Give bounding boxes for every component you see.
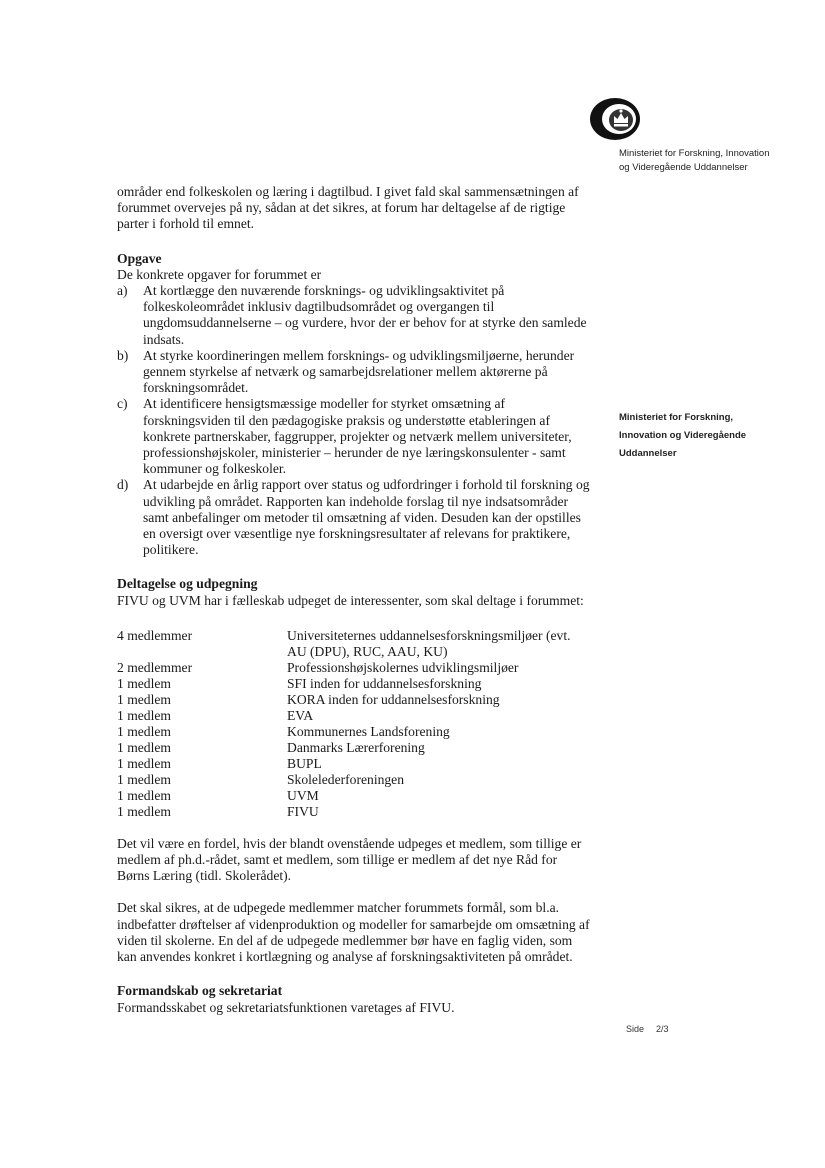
member-count: 1 medlem <box>117 691 171 707</box>
page-label: Side <box>626 1024 645 1034</box>
page-value: 2/3 <box>656 1024 669 1034</box>
task-item <box>117 477 592 558</box>
member-count: 1 medlem <box>117 723 171 739</box>
table-row <box>117 772 592 788</box>
task-text: At identificere hensigtsmæssige modeller for styrket omsætning af forskningsviden til den pædagogiske praksis og understøtte etableringen af konkrete partnerskaber, faggrupper, projekter og netværk mellem universiteter, professionshøjskoler, ministerier – herunder de nye læringskonsulenter - samt kommuner og folkeskoler. <box>143 396 572 477</box>
task-text: At udarbejde en årlig rapport over status og udfordringer i forhold til forskning og udvikling på området. Rapporten kan indeholde forslag til nye indsatsområder samt anbefalinger om metoder til omsætning af viden. Desuden kan der opstilles en oversigt over væsentlige nye forskningsresultater af relevans for praktikere, politikere. <box>143 477 590 558</box>
ministry-sidebar-name <box>619 409 746 463</box>
member-count: 1 medlem <box>117 739 171 755</box>
table-row <box>117 756 592 772</box>
member-count: 1 medlem <box>117 755 171 771</box>
task-text: At kortlægge den nuværende forsknings- og udviklingsaktivitet på folkeskoleområdet inklusiv dagtilbudsområdet og overgangen til ungdomsuddannelserne – og vurdere, hvor der er behov for at styrke den samlede indsats. <box>143 283 587 347</box>
task-list <box>117 283 592 558</box>
member-org: SFI inden for uddannelsesforskning <box>287 675 482 691</box>
member-count: 1 medlem <box>117 707 171 723</box>
section-deltagelse <box>117 576 592 965</box>
task-text: At styrke koordineringen mellem forsknings- og udviklingsmiljøerne, herunder gennem styrkelse af netværk og samarbejdsrelationer mellem aktørerne på forskningsområdet. <box>143 347 575 396</box>
task-item <box>117 283 592 348</box>
section-heading: Formandskab og sekretariat <box>117 983 283 999</box>
section-lead: De konkrete opgaver for forummet er <box>117 266 322 282</box>
ministry-header <box>619 147 769 175</box>
document-body <box>117 184 592 1016</box>
intro-paragraph: områder end folkeskolen og læring i dagtilbud. I givet fald skal sammensætningen af forummet overvejes på ny, sådan at det sikres, at forum har deltagelse af de rigtige parter i forhold til emnet. <box>117 184 579 232</box>
task-item <box>117 396 592 477</box>
task-marker: b) <box>117 347 129 363</box>
section-opgave <box>117 251 592 559</box>
member-count: 1 medlem <box>117 803 171 819</box>
table-row <box>117 708 592 724</box>
member-org: FIVU <box>287 803 319 819</box>
section-formandskab <box>117 983 592 1015</box>
table-row <box>117 660 592 676</box>
task-marker: c) <box>117 396 128 412</box>
paragraph-sikres: Det skal sikres, at de udpegede medlemmer matcher forummets formål, som bl.a. indbefatter drøftelser af videnproduktion og modeller for samarbejde om omsætning af viden til skolerne. En del af de udpegede medlemmer bør have en faglig viden, som kan anvendes konkret i kortlægning og analyse af forskningsaktiviteten på området. <box>117 900 590 965</box>
page-number <box>626 1024 669 1034</box>
ministry-side-line: Uddannelser <box>619 448 677 459</box>
paragraph-fordel: Det vil være en fordel, hvis der blandt ovenstående udpeges et medlem, som tillige er medlem af ph.d.-rådet, samt et medlem, som tillige er medlem af det nye Råd for Børns Læring (tidl. Skolerådet). <box>117 835 582 884</box>
member-org: UVM <box>287 787 319 803</box>
table-row <box>117 788 592 804</box>
members-table <box>117 628 592 820</box>
table-row <box>117 740 592 756</box>
member-org: Professionshøjskolernes udviklingsmiljøer <box>287 659 519 675</box>
table-row <box>117 676 592 692</box>
member-count: 1 medlem <box>117 771 171 787</box>
ministry-crown-logo <box>589 96 641 142</box>
member-count: 2 medlemmer <box>117 659 193 675</box>
ministry-header-line: og Videregående Uddannelser <box>619 162 748 173</box>
member-count: 4 medlemmer <box>117 627 193 643</box>
task-marker: d) <box>117 477 129 493</box>
section-heading: Opgave <box>117 250 162 266</box>
table-row <box>117 724 592 740</box>
table-row <box>117 692 592 708</box>
member-org: Skolelederforeningen <box>287 771 405 787</box>
member-count: 1 medlem <box>117 675 171 691</box>
member-org: Danmarks Lærerforening <box>287 739 425 755</box>
member-org: BUPL <box>287 755 322 771</box>
section-lead: FIVU og UVM har i fælleskab udpeget de interessenter, som skal deltage i forummet: <box>117 592 584 608</box>
section-text: Formandsskabet og sekretariatsfunktionen varetages af FIVU. <box>117 999 455 1015</box>
member-org: KORA inden for uddannelsesforskning <box>287 691 500 707</box>
table-row <box>117 804 592 820</box>
ministry-header-line: Ministeriet for Forskning, Innovation <box>619 148 770 159</box>
table-row <box>117 628 592 660</box>
member-org: Universiteternes uddannelsesforskningsmiljøer (evt. AU (DPU), RUC, AAU, KU) <box>287 627 571 659</box>
ministry-side-line: Ministeriet for Forskning, <box>619 412 734 423</box>
member-org: Kommunernes Landsforening <box>287 723 450 739</box>
task-item <box>117 348 592 397</box>
section-heading: Deltagelse og udpegning <box>117 576 258 592</box>
task-marker: a) <box>117 283 128 299</box>
member-org: EVA <box>287 707 314 723</box>
member-count: 1 medlem <box>117 787 171 803</box>
ministry-side-line: Innovation og Videregående <box>619 430 747 441</box>
